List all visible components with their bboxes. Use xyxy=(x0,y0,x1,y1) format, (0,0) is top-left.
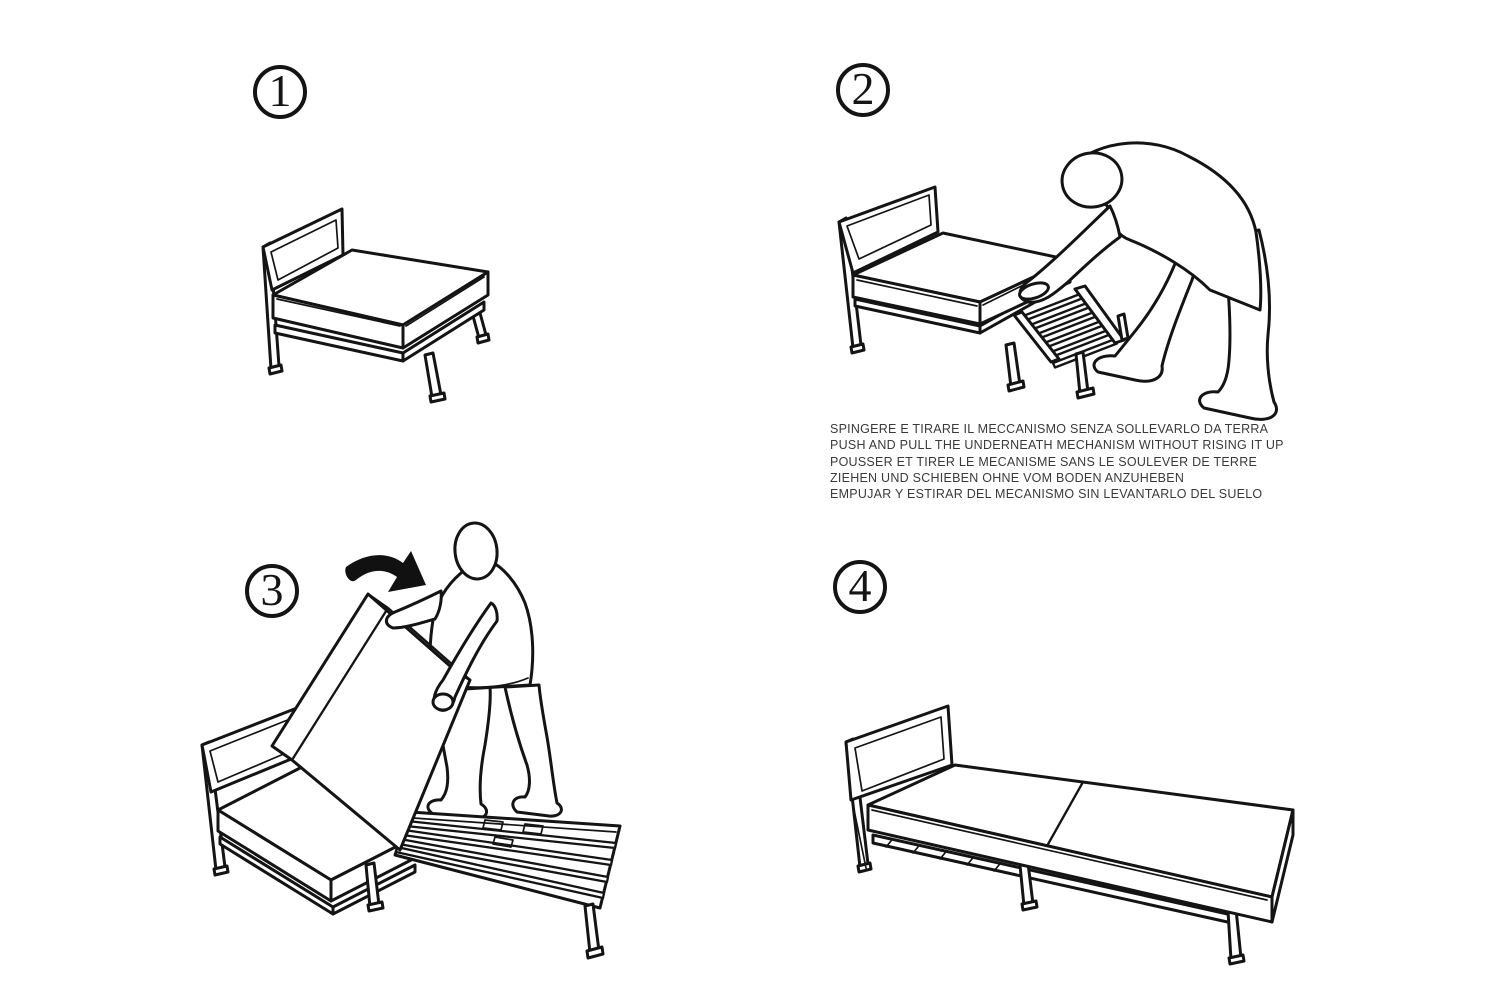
person-right-leg xyxy=(505,685,561,816)
step-2-badge xyxy=(836,63,890,117)
caption-line-english: PUSH AND PULL THE UNDERNEATH MECHANISM WITHOUT RISING IT UP xyxy=(830,438,1284,453)
step-1-badge xyxy=(253,65,307,119)
unfolded-mattress xyxy=(868,765,1293,922)
chair-closed-illustration xyxy=(253,192,545,406)
step-2-caption xyxy=(830,421,1300,502)
slat-frame xyxy=(395,812,620,958)
step-2-number: 2 xyxy=(851,63,875,114)
person-hand xyxy=(433,694,453,710)
caption-line-german: ZIEHEN UND SCHIEBEN OHNE VOM BODEN ANZUHEBEN xyxy=(830,470,1185,485)
person-figure xyxy=(1018,143,1277,420)
caption-line-spanish: EMPUJAR Y ESTIRAR DEL MECANISMO SIN LEVANTARLO DEL SUELO xyxy=(830,487,1263,502)
person-head xyxy=(452,521,500,581)
step-4-number: 4 xyxy=(848,560,872,611)
extended-bed-illustration xyxy=(835,700,1335,968)
step-1-number: 1 xyxy=(268,65,292,116)
step-4-badge xyxy=(833,560,887,614)
flip-mattress-illustration xyxy=(185,515,660,970)
pull-mechanism-illustration xyxy=(830,140,1310,435)
flip-arrow-icon xyxy=(345,551,426,592)
step-3-number: 3 xyxy=(260,564,284,615)
caption-line-italian: SPINGERE E TIRARE IL MECCANISMO SENZA SOLLEVARLO DA TERRA xyxy=(830,422,1269,436)
caption-line-french: POUSSER ET TIRER LE MECANISME SANS LE SOULEVER DE TERRE xyxy=(830,454,1258,469)
